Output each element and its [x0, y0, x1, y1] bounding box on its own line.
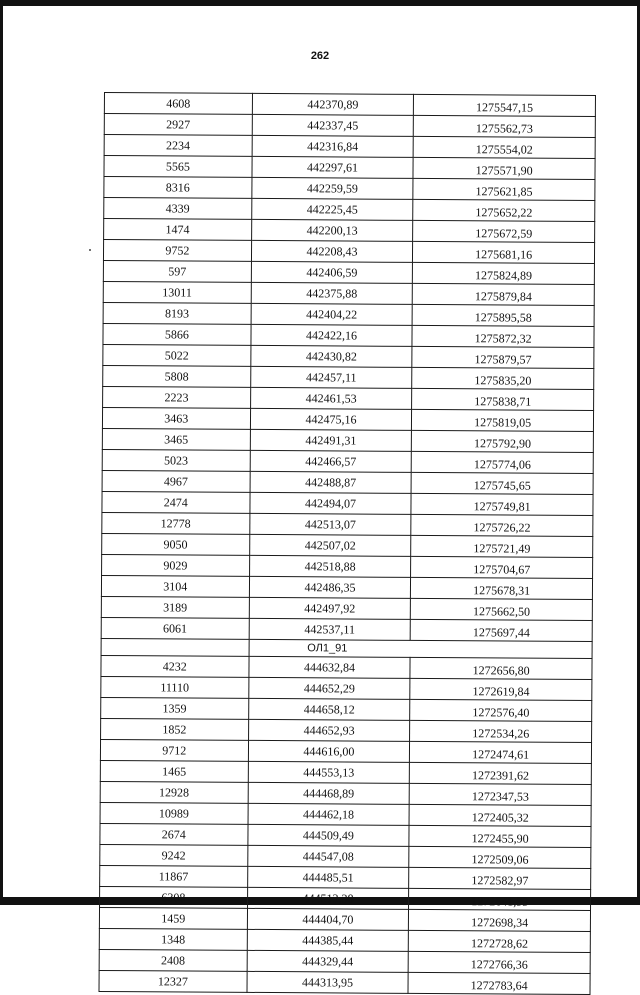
y-coordinate-cell: 1272619,84 [410, 678, 592, 700]
point-number-cell: 9752 [103, 240, 251, 262]
table-row [99, 928, 590, 952]
point-number-cell: 2223 [103, 386, 251, 408]
table-row [104, 135, 595, 159]
point-number-cell: 11867 [100, 865, 248, 887]
point-number-cell: 1359 [101, 697, 249, 719]
x-coordinate-cell: 442200,13 [251, 219, 413, 241]
x-coordinate-cell: 444385,44 [247, 929, 409, 951]
table-row [104, 114, 595, 138]
y-coordinate-cell: 1275792,90 [412, 430, 594, 452]
y-coordinate-cell: 1272391,62 [410, 762, 592, 784]
x-coordinate-cell: 444616,00 [248, 740, 410, 762]
table-row [102, 449, 593, 473]
x-coordinate-cell: 442225,45 [251, 198, 413, 220]
table-row [102, 428, 593, 452]
x-coordinate-cell: 444329,44 [247, 950, 409, 972]
table-row [103, 365, 594, 389]
point-number-cell: 5565 [104, 156, 252, 178]
point-number-cell: 3104 [101, 575, 249, 597]
point-number-cell: 3189 [101, 596, 249, 618]
point-number-cell: 1459 [99, 907, 247, 929]
table-row [100, 865, 591, 889]
table-row [102, 491, 593, 515]
coordinates-table [99, 92, 596, 995]
point-number-cell: 3465 [102, 428, 250, 450]
point-number-cell: 12778 [102, 512, 250, 534]
y-coordinate-cell: 1272576,40 [410, 699, 592, 721]
y-coordinate-cell: 1275697,44 [410, 619, 592, 641]
x-coordinate-cell: 442259,59 [252, 177, 414, 199]
point-number-cell: 1465 [100, 760, 248, 782]
page-number: 262 [310, 50, 330, 62]
y-coordinate-cell: 1275835,20 [412, 367, 594, 389]
table-row [101, 596, 592, 620]
point-number-cell: 6308 [100, 886, 248, 908]
point-number-cell: 3463 [102, 407, 250, 429]
point-number-cell: 9029 [102, 554, 250, 576]
x-coordinate-cell: 444513,38 [247, 887, 409, 909]
y-coordinate-cell: 1275721,49 [411, 535, 593, 557]
table-row [100, 844, 591, 868]
x-coordinate-cell: 442457,11 [250, 366, 412, 388]
table-row [104, 156, 595, 180]
y-coordinate-cell: 1275554,02 [413, 136, 595, 158]
point-number-cell: 2474 [102, 491, 250, 513]
table-row [101, 655, 592, 679]
x-coordinate-cell: 442375,88 [251, 282, 413, 304]
x-coordinate-cell: 444547,08 [247, 845, 409, 867]
y-coordinate-cell: 1272347,53 [409, 783, 591, 805]
table-row [104, 93, 595, 117]
table-row [102, 470, 593, 494]
point-number-cell: 597 [103, 260, 251, 282]
y-coordinate-cell: 1272509,06 [409, 846, 591, 868]
x-coordinate-cell: 442422,16 [251, 324, 413, 346]
x-coordinate-cell: 442404,22 [251, 303, 413, 325]
point-number-cell: 2408 [99, 949, 247, 971]
y-coordinate-cell: 1275879,57 [412, 346, 594, 368]
table-row [101, 575, 592, 599]
y-coordinate-cell: 1272641,33 [409, 888, 591, 910]
table-row [100, 739, 591, 763]
y-coordinate-cell: 1275726,22 [411, 514, 593, 536]
y-coordinate-cell: 1275895,58 [412, 304, 594, 326]
point-number-cell: 4967 [102, 470, 250, 492]
x-coordinate-cell: 442430,82 [250, 345, 412, 367]
table-row [102, 533, 593, 557]
table-row [99, 970, 590, 994]
x-coordinate-cell: 444313,95 [247, 971, 409, 993]
x-coordinate-cell: 442507,02 [249, 534, 411, 556]
x-coordinate-cell: 442461,53 [250, 387, 412, 409]
coordinates-table-body-b [99, 655, 592, 994]
point-number-cell: 4608 [104, 93, 252, 115]
point-number-cell: 5022 [103, 344, 251, 366]
x-coordinate-cell: 442537,11 [249, 618, 411, 640]
x-coordinate-cell: 442406,59 [251, 261, 413, 283]
x-coordinate-cell: 444404,70 [247, 908, 409, 930]
point-number-cell: 13011 [103, 281, 251, 303]
x-coordinate-cell: 444553,13 [248, 761, 410, 783]
x-coordinate-cell: 442491,31 [250, 429, 412, 451]
table-row [103, 260, 594, 284]
point-number-cell: 8193 [103, 302, 251, 324]
y-coordinate-cell: 1272534,26 [410, 720, 592, 742]
point-number-cell: 12327 [99, 970, 247, 992]
y-coordinate-cell: 1275662,50 [411, 598, 593, 620]
point-number-cell: 10989 [100, 802, 248, 824]
y-coordinate-cell: 1272656,80 [410, 657, 592, 679]
table-row [104, 177, 595, 201]
point-number-cell: 2927 [104, 114, 252, 136]
y-coordinate-cell: 1272728,62 [409, 930, 591, 952]
y-coordinate-cell: 1275838,71 [412, 388, 594, 410]
y-coordinate-cell: 1272405,32 [409, 804, 591, 826]
x-coordinate-cell: 442494,07 [250, 492, 412, 514]
point-number-cell: 9050 [102, 533, 250, 555]
point-number-cell: 8316 [104, 177, 252, 199]
table-row [100, 886, 591, 910]
x-coordinate-cell: 442337,45 [252, 114, 414, 136]
point-number-cell: 5023 [102, 449, 250, 471]
y-coordinate-cell: 1272698,34 [409, 909, 591, 931]
y-coordinate-cell: 1272474,61 [410, 741, 592, 763]
table-row [102, 407, 593, 431]
y-coordinate-cell: 1272766,36 [408, 951, 590, 973]
x-coordinate-cell: 442518,88 [249, 555, 411, 577]
x-coordinate-cell: 442316,84 [252, 135, 414, 157]
y-coordinate-cell: 1275749,81 [411, 493, 593, 515]
table-row [100, 781, 591, 805]
table-row [100, 760, 591, 784]
table-row [103, 344, 594, 368]
point-number-cell: 9712 [100, 739, 248, 761]
y-coordinate-cell: 1275547,15 [414, 94, 596, 116]
y-coordinate-cell: 1275824,89 [413, 262, 595, 284]
x-coordinate-cell: 442297,61 [252, 156, 414, 178]
y-coordinate-cell: 1275681,16 [413, 241, 595, 263]
y-coordinate-cell: 1272582,97 [409, 867, 591, 889]
point-number-cell: 5808 [103, 365, 251, 387]
scan-speck [89, 249, 91, 251]
coordinates-table-body-a [101, 93, 595, 642]
point-number-cell: 2234 [104, 135, 252, 157]
table-row [102, 554, 593, 578]
table-row [100, 802, 591, 826]
y-coordinate-cell: 1275562,73 [414, 115, 596, 137]
y-coordinate-cell: 1275678,31 [411, 577, 593, 599]
scan-border-top [0, 0, 640, 6]
x-coordinate-cell: 442475,16 [250, 408, 412, 430]
x-coordinate-cell: 444509,49 [248, 824, 410, 846]
table-row [102, 512, 593, 536]
table-row [101, 617, 592, 641]
y-coordinate-cell: 1275745,65 [411, 472, 593, 494]
y-coordinate-cell: 1275621,85 [413, 178, 595, 200]
x-coordinate-cell: 442488,87 [250, 471, 412, 493]
x-coordinate-cell: 444652,93 [248, 719, 410, 741]
table-row [104, 198, 595, 222]
y-coordinate-cell: 1275571,90 [413, 157, 595, 179]
point-number-cell: 2674 [100, 823, 248, 845]
point-number-cell: 5866 [103, 323, 251, 345]
table-row [101, 697, 592, 721]
table-row [104, 219, 595, 243]
section-cell-empty-left [101, 638, 249, 656]
x-coordinate-cell: 444462,18 [248, 803, 410, 825]
y-coordinate-cell: 1275872,32 [412, 325, 594, 347]
x-coordinate-cell: 442466,57 [250, 450, 412, 472]
table-row [103, 302, 594, 326]
point-number-cell: 6061 [101, 617, 249, 639]
point-number-cell: 11110 [101, 676, 249, 698]
table-row [99, 949, 590, 973]
table-row [103, 240, 594, 264]
table-row [103, 323, 594, 347]
y-coordinate-cell: 1275704,67 [411, 556, 593, 578]
point-number-cell: 4232 [101, 655, 249, 677]
point-number-cell: 12928 [100, 781, 248, 803]
x-coordinate-cell: 444485,51 [247, 866, 409, 888]
point-number-cell: 9242 [100, 844, 248, 866]
x-coordinate-cell: 442497,92 [249, 597, 411, 619]
table-row [100, 823, 591, 847]
x-coordinate-cell: 442513,07 [249, 513, 411, 535]
x-coordinate-cell: 442370,89 [252, 93, 414, 115]
table-row [103, 281, 594, 305]
section-label: ОЛ1_91 [249, 639, 592, 658]
y-coordinate-cell: 1275672,59 [413, 220, 595, 242]
x-coordinate-cell: 444468,89 [248, 782, 410, 804]
table-row [103, 386, 594, 410]
point-number-cell: 4339 [104, 198, 252, 220]
table-row [101, 676, 592, 700]
x-coordinate-cell: 442208,43 [251, 240, 413, 262]
point-number-cell: 1348 [99, 928, 247, 950]
y-coordinate-cell: 1275774,06 [412, 451, 594, 473]
x-coordinate-cell: 442486,35 [249, 576, 411, 598]
y-coordinate-cell: 1275652,22 [413, 199, 595, 221]
y-coordinate-cell: 1272455,90 [409, 825, 591, 847]
table-row [101, 718, 592, 742]
point-number-cell: 1474 [104, 219, 252, 241]
x-coordinate-cell: 444632,84 [249, 656, 411, 678]
x-coordinate-cell: 444652,29 [248, 677, 410, 699]
y-coordinate-cell: 1272783,64 [408, 972, 590, 994]
x-coordinate-cell: 444658,12 [248, 698, 410, 720]
table-row [99, 907, 590, 931]
y-coordinate-cell: 1275819,05 [412, 409, 594, 431]
y-coordinate-cell: 1275879,84 [413, 283, 595, 305]
point-number-cell: 1852 [101, 718, 249, 740]
